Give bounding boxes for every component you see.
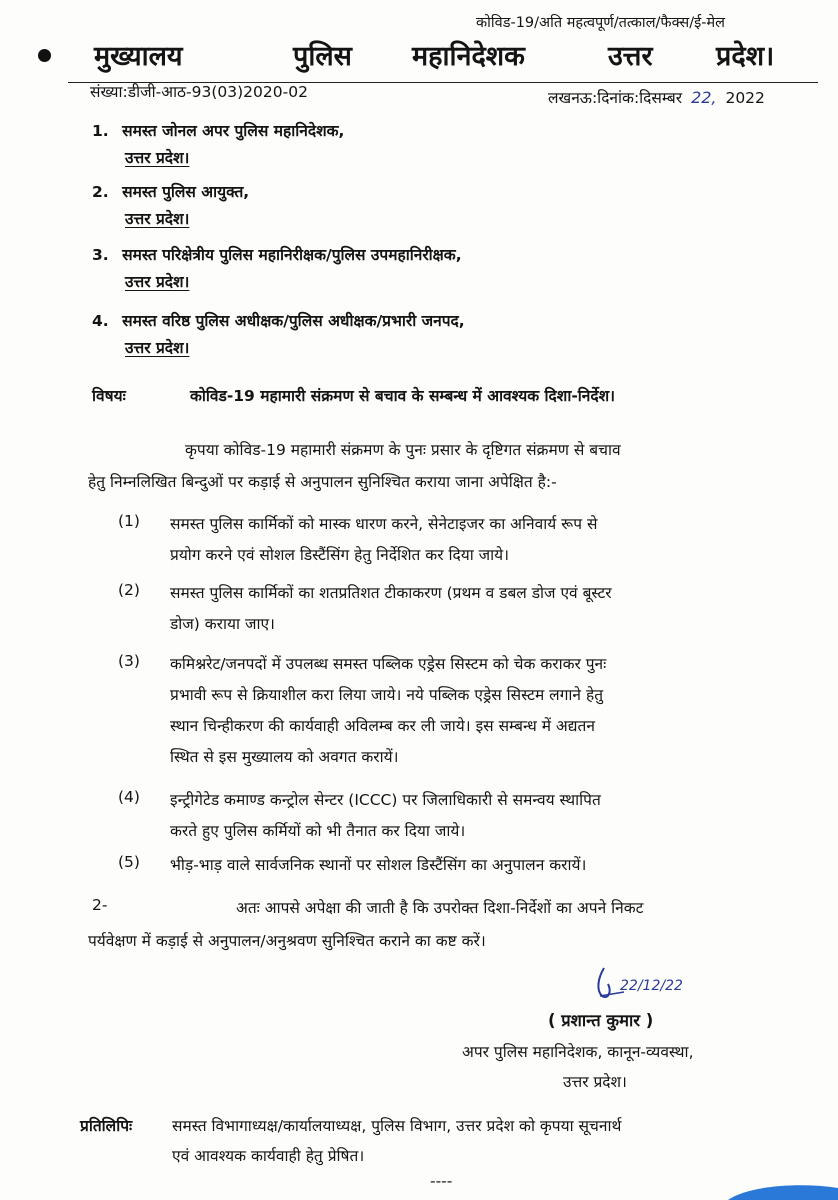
reference-number: संख्या:डीजी-आठ-93(03)2020-02: [90, 83, 308, 101]
signature-scribble: [590, 962, 730, 1010]
office-word-5: प्रदेश।: [716, 41, 775, 72]
office-word-4: उत्तर: [608, 41, 653, 72]
recipient-line: समस्त परिक्षेत्रीय पुलिस महानिरीक्षक/पुलिस उपमहानिरीक्षक,: [122, 246, 462, 264]
point-5-line-1: भीड़-भाड़ वाले सार्वजनिक स्थानों पर सोशल डिस्टैंसिंग का अनुपालन करायें।: [170, 856, 587, 874]
signatory-state: उत्तर प्रदेश।: [563, 1073, 627, 1091]
para-2-number: 2-: [92, 896, 108, 914]
footer-dashes: ----: [430, 1172, 453, 1190]
office-word-2: पुलिस: [293, 41, 352, 72]
recipient-4-state: उत्तर प्रदेश।: [125, 339, 190, 357]
recipient-number: 4.: [92, 312, 109, 330]
point-2-number: (2): [118, 581, 140, 599]
point-3-line-4: स्थित से इस मुख्यालय को अवगत करायें।: [170, 748, 399, 766]
point-3-number: (3): [118, 652, 140, 670]
point-1-line-2: प्रयोग करने एवं सोशल डिस्टैंसिंग हेतु निर्देशित कर दिया जाये।: [170, 546, 510, 564]
recipient-3-state: उत्तर प्रदेश।: [125, 273, 190, 291]
place-date-label: लखनऊ:दिनांक:दिसम्बर: [548, 89, 683, 107]
place-date: [548, 86, 765, 108]
point-3-line-3: स्थान चिन्हीकरण की कार्यवाही अविलम्ब कर ली जाये। इस सम्बन्ध में अद्यतन: [170, 717, 595, 735]
recipient-2-state: उत्तर प्रदेश।: [125, 210, 190, 228]
recipient-line: समस्त पुलिस आयुक्त,: [122, 183, 250, 201]
recipient-number: 1.: [92, 122, 109, 140]
point-3-line-2: प्रभावी रूप से क्रियाशील करा लिया जाये। नये पब्लिक एड्रेस सिस्टम लगाने हेतु: [170, 686, 604, 704]
corner-mark: [718, 1182, 838, 1200]
office-word-3: महानिदेशक: [412, 41, 525, 72]
signatory-name: ( प्रशान्त कुमार ): [548, 1011, 654, 1030]
signature-date: 22/12/22: [620, 978, 683, 994]
copy-line-1: समस्त विभागाध्यक्ष/कार्यालयाध्यक्ष, पुलिस विभाग, उत्तर प्रदेश को कृपया सूचनार्थ: [172, 1117, 622, 1135]
recipient-3: [92, 243, 462, 265]
recipient-line: समस्त जोनल अपर पुलिस महानिदेशक,: [122, 122, 345, 140]
point-5-number: (5): [118, 853, 140, 871]
subject-label: विषयः: [92, 387, 126, 405]
recipient-1-state: उत्तर प्रदेश।: [125, 149, 190, 167]
point-4-number: (4): [118, 788, 140, 806]
point-1-number: (1): [118, 512, 140, 530]
intro-line-1: कृपया कोविड-19 महामारी संक्रमण के पुनः प्रसार के दृष्टिगत संक्रमण से बचाव: [185, 441, 621, 459]
recipient-2: [92, 180, 249, 202]
intro-line-2: हेतु निम्नलिखित बिन्दुओं पर कड़ाई से अनुपालन सुनिश्चित कराया जाना अपेक्षित है:-: [88, 473, 557, 491]
point-4-line-2: करते हुए पुलिस कर्मियों को भी तैनात कर दिया जाये।: [170, 822, 466, 840]
point-3-line-1: कमिश्नरेट/जनपदों में उपलब्ध समस्त पब्लिक एड्रेस सिस्टम को चेक कराकर पुनः: [170, 655, 607, 673]
recipient-line: समस्त वरिष्ठ पुलिस अधीक्षक/पुलिस अधीक्षक/प्रभारी जनपद,: [122, 312, 465, 330]
point-4-line-1: इन्ट्रीगेटेड कमाण्ड कन्ट्रोल सेन्टर (ICCC) पर जिलाधिकारी से समन्वय स्थापित: [170, 791, 601, 809]
copy-line-2: एवं आवश्यक कार्यवाही हेतु प्रेषित।: [172, 1147, 365, 1165]
para-2-line-1: अतः आपसे अपेक्षा की जाती है कि उपरोक्त दिशा-निर्देशों का अपने निकट: [236, 899, 644, 917]
signatory-designation: अपर पुलिस महानिदेशक, कानून-व्यवस्था,: [462, 1043, 694, 1061]
copy-label: प्रतिलिपिः: [80, 1117, 133, 1135]
point-1-line-1: समस्त पुलिस कार्मिकों को मास्क धारण करने, सेनेटाइजर का अनिवार्य रूप से: [170, 515, 598, 533]
bullet-dot-icon: [38, 49, 51, 62]
point-2-line-1: समस्त पुलिस कार्मिकों का शतप्रतिशत टीकाकरण (प्रथम व डबल डोज एवं बूस्टर: [170, 584, 612, 602]
mode-label: कोविड-19/अति महत्वपूर्ण/तत्काल/फैक्स/ई-मेल: [476, 15, 725, 31]
subject-text: कोविड-19 महामारी संक्रमण से बचाव के सम्बन्ध में आवश्यक दिशा-निर्देश।: [190, 387, 616, 405]
office-word-1: मुख्यालय: [94, 41, 183, 72]
recipient-4: [92, 309, 465, 331]
date-year: 2022: [725, 89, 765, 107]
recipient-number: 3.: [92, 246, 109, 264]
recipient-number: 2.: [92, 183, 109, 201]
date-day-handwritten: 22,: [691, 88, 717, 107]
recipient-1: [92, 119, 344, 141]
para-2-line-2: पर्यवेक्षण में कड़ाई से अनुपालन/अनुश्रवण सुनिश्चित कराने का कष्ट करें।: [88, 932, 486, 950]
point-2-line-2: डोज) कराया जाए।: [170, 615, 275, 633]
